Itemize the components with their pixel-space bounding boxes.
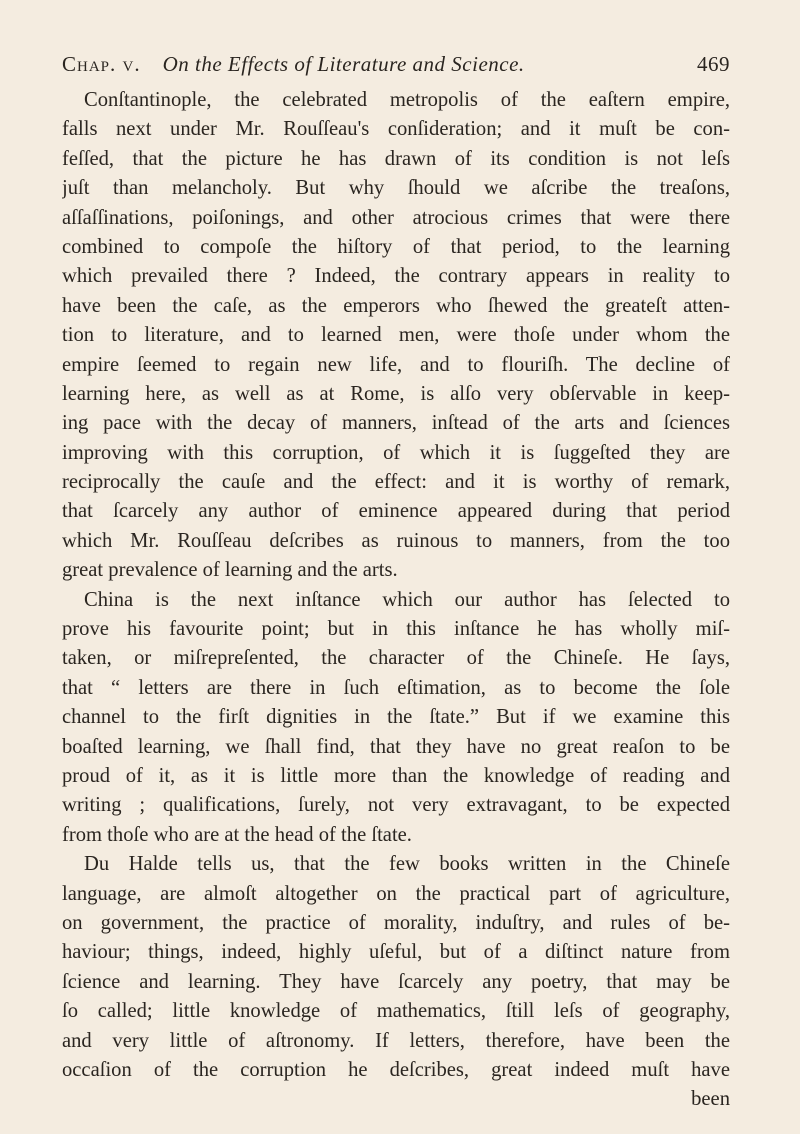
text-line: taken, or miſrepreſented, the character of the Chineſe. He ſays, xyxy=(62,647,730,670)
text-line: falls next under Mr. Rouſſeau's conſideration; and it muſt be con- xyxy=(62,118,730,141)
body-text xyxy=(62,86,730,1115)
text-line: feſſed, that the picture he has drawn of its condition is not leſs xyxy=(62,147,730,170)
text-line: ſcience and learning. They have ſcarcely any poetry, that may be xyxy=(62,970,730,993)
text-line: China is the next inſtance which our author has ſelected to xyxy=(84,588,730,611)
text-line: boaſted learning, we ſhall find, that they have no great reaſon to be xyxy=(62,735,730,758)
text-line: aſſaſſinations, poiſonings, and other atrocious crimes that were there xyxy=(62,206,730,229)
text-line: have been the caſe, as the emperors who ſhewed the greateſt atten- xyxy=(62,294,730,317)
text-line: that “ letters are there in ſuch eſtimation, as to become the ſole xyxy=(62,676,730,699)
text-line: and very little of aſtronomy. If letters, therefore, have been the xyxy=(62,1029,730,1052)
text-line: which Mr. Rouſſeau deſcribes as ruinous to manners, from the too xyxy=(62,529,730,552)
chapter-label: Chap. v. xyxy=(62,52,141,76)
text-line: proud of it, as it is little more than the knowledge of reading and xyxy=(62,764,730,787)
text-line: that ſcarcely any author of eminence appeared during that period xyxy=(62,500,730,523)
text-line: tion to literature, and to learned men, were thoſe under whom the xyxy=(62,324,730,347)
text-line: ing pace with the decay of manners, inſtead of the arts and ſciences xyxy=(62,412,730,435)
text-line: Conſtantinople, the celebrated metropolis of the eaſtern empire, xyxy=(84,89,730,111)
catchword: been xyxy=(691,1088,730,1111)
text-line: great prevalence of learning and the arts. xyxy=(62,559,398,582)
text-line: which prevailed there ? Indeed, the contrary appears in reality to xyxy=(62,265,730,288)
text-line: juſt than melancholy. But why ſhould we aſcribe the treaſons, xyxy=(62,177,730,200)
running-title: On the Effects of Literature and Science. xyxy=(162,52,525,76)
text-line: on government, the practice of morality, induſtry, and rules of be- xyxy=(62,911,730,934)
text-line: haviour; things, indeed, highly uſeful, but of a diſtinct nature from xyxy=(62,941,730,964)
text-line: language, are almoſt altogether on the practical part of agriculture, xyxy=(62,882,730,905)
text-line: Du Halde tells us, that the few books written in the Chineſe xyxy=(84,853,730,876)
text-line: empire ſeemed to regain new life, and to flouriſh. The decline of xyxy=(62,353,730,376)
text-line: prove his favourite point; but in this inſtance he has wholly miſ- xyxy=(62,618,730,641)
page-number: 469 xyxy=(697,52,730,76)
running-header xyxy=(62,52,730,77)
text-line: reciprocally the cauſe and the effect: and it is worthy of remark, xyxy=(62,471,730,494)
text-line: ſo called; little knowledge of mathematics, ſtill leſs of geography, xyxy=(62,1000,730,1023)
text-line: channel to the firſt dignities in the ſtate.” But if we examine this xyxy=(62,706,730,729)
text-line: from thoſe who are at the head of the ſtate. xyxy=(62,823,412,846)
text-line: learning here, as well as at Rome, is alſo very obſervable in keep- xyxy=(62,382,730,405)
text-line: improving with this corruption, of which it is ſuggeſted they are xyxy=(62,441,730,464)
text-line: writing ; qualifications, ſurely, not very extravagant, to be expected xyxy=(62,794,730,817)
text-line: combined to compoſe the hiſtory of that period, to the learning xyxy=(62,235,730,258)
text-line: occaſion of the corruption he deſcribes, great indeed muſt have xyxy=(62,1058,730,1081)
